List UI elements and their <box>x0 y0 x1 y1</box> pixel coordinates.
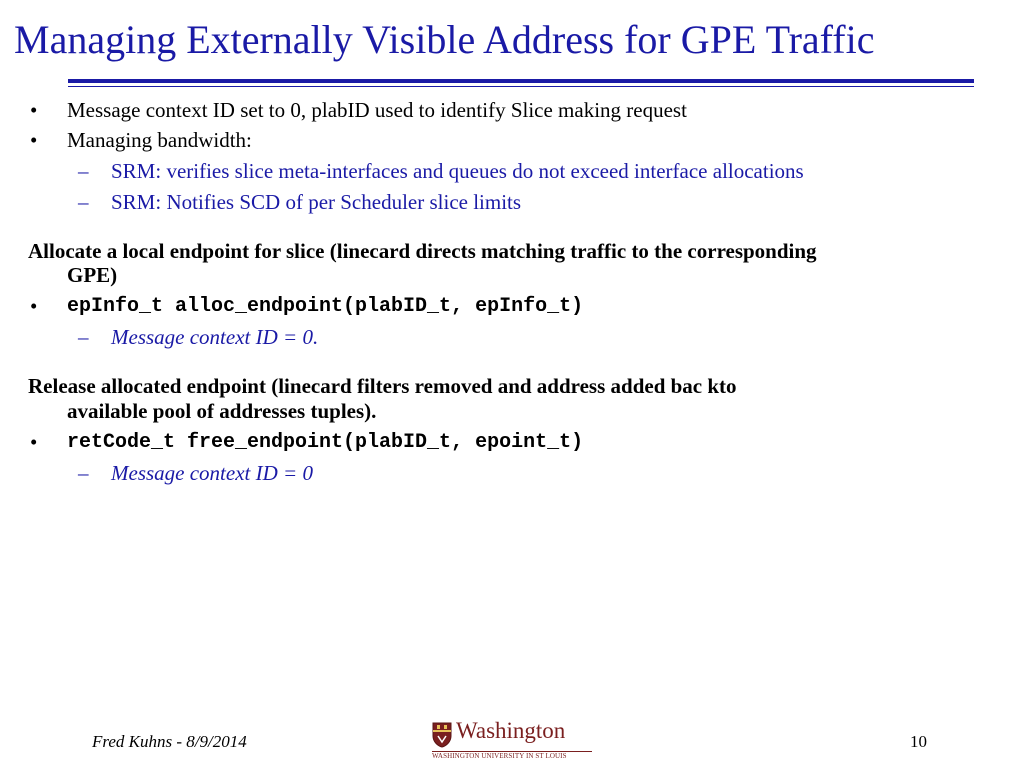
bullet-bandwidth: Managing bandwidth: <box>67 128 252 152</box>
shield-icon <box>432 722 452 748</box>
allocate-heading-line1: Allocate a local endpoint for slice (linecard directs matching traffic to the corresponding <box>28 239 817 263</box>
alloc-endpoint-signature: epInfo_t alloc_endpoint(plabID_t, epInfo_t) <box>67 295 584 318</box>
bullet-marker: • <box>30 98 38 122</box>
free-endpoint-signature: retCode_t free_endpoint(plabID_t, epoint_t) <box>67 431 584 454</box>
dash-marker: – <box>78 325 89 349</box>
page-number: 10 <box>910 732 927 751</box>
title-rule-thick <box>68 79 974 83</box>
university-logo <box>432 720 594 762</box>
dash-marker: – <box>78 461 89 485</box>
release-heading-line2: available pool of addresses tuples). <box>67 399 377 423</box>
bullet-context-id: Message context ID set to 0, plabID used to identify Slice making request <box>67 98 687 122</box>
bullet-marker: • <box>30 128 38 152</box>
bullet-marker: • <box>30 430 38 454</box>
free-context-id-note: Message context ID = 0 <box>111 461 313 485</box>
slide-title: Managing Externally Visible Address for GPE Traffic <box>14 17 875 62</box>
bullet-marker: • <box>30 294 38 318</box>
dash-marker: – <box>78 190 89 214</box>
logo-subtitle: WASHINGTON UNIVERSITY IN ST LOUIS <box>432 752 567 760</box>
footer-author-date: Fred Kuhns - 8/9/2014 <box>92 732 247 751</box>
alloc-context-id-note: Message context ID = 0. <box>111 325 319 349</box>
allocate-heading-line2: GPE) <box>67 263 118 287</box>
sub-bullet-srm-verifies: SRM: verifies slice meta-interfaces and queues do not exceed interface allocations <box>111 159 804 183</box>
logo-wordmark: Washington <box>456 718 566 743</box>
dash-marker: – <box>78 159 89 183</box>
release-heading-line1: Release allocated endpoint (linecard filters removed and address added bac kto <box>28 374 737 398</box>
title-rule-thin <box>68 86 974 87</box>
sub-bullet-srm-notifies: SRM: Notifies SCD of per Scheduler slice limits <box>111 190 522 214</box>
